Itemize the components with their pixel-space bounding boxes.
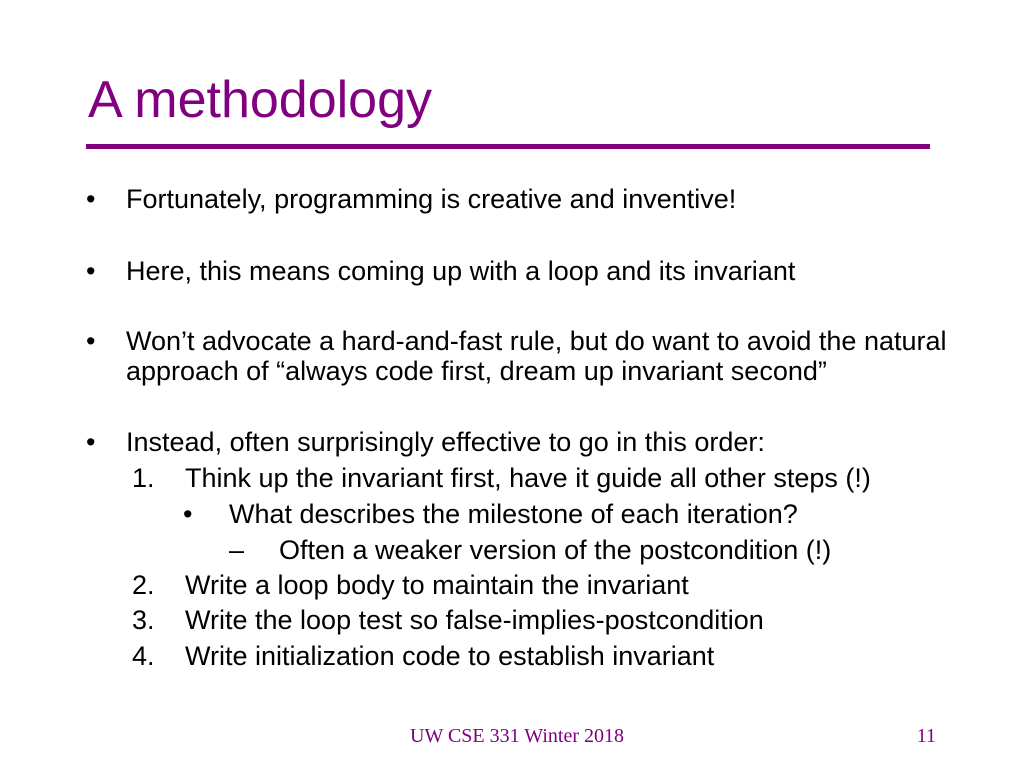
step-number: 1. (132, 463, 155, 493)
step-number: 3. (132, 605, 155, 635)
dash-marker: – (229, 535, 245, 565)
bullet-marker: • (86, 326, 96, 356)
bullet-text: Won’t advocate a hard-and-fast rule, but do want to avoid the natural approach of “always code first, dream up invariant second” (126, 326, 947, 386)
footer-course: UW CSE 331 Winter 2018 (410, 725, 625, 747)
bullet-text: Here, this means coming up with a loop and its invariant (126, 256, 796, 286)
step-text: Write a loop body to maintain the invariant (185, 570, 689, 600)
slide-number: 11 (916, 725, 936, 747)
step-number: 4. (132, 641, 155, 671)
bullet-marker: • (86, 256, 96, 286)
sub-bullet-marker: • (183, 499, 193, 529)
slide-title: A methodology (88, 71, 433, 129)
bullet-text: Fortunately, programming is creative and inventive! (126, 184, 737, 214)
sub-bullet-text: What describes the milestone of each iteration? (229, 499, 798, 529)
step-text: Write the loop test so false-implies-postcondition (185, 605, 764, 635)
bullet-marker: • (86, 184, 96, 214)
bullet-marker: • (86, 427, 96, 457)
step-text: Think up the invariant first, have it guide all other steps (!) (185, 463, 871, 493)
bullet-text: Instead, often surprisingly effective to go in this order: (126, 427, 765, 457)
sub-sub-bullet-text: Often a weaker version of the postcondition (!) (279, 535, 832, 565)
step-text: Write initialization code to establish invariant (185, 641, 715, 671)
step-number: 2. (132, 570, 155, 600)
title-underline (86, 144, 930, 149)
